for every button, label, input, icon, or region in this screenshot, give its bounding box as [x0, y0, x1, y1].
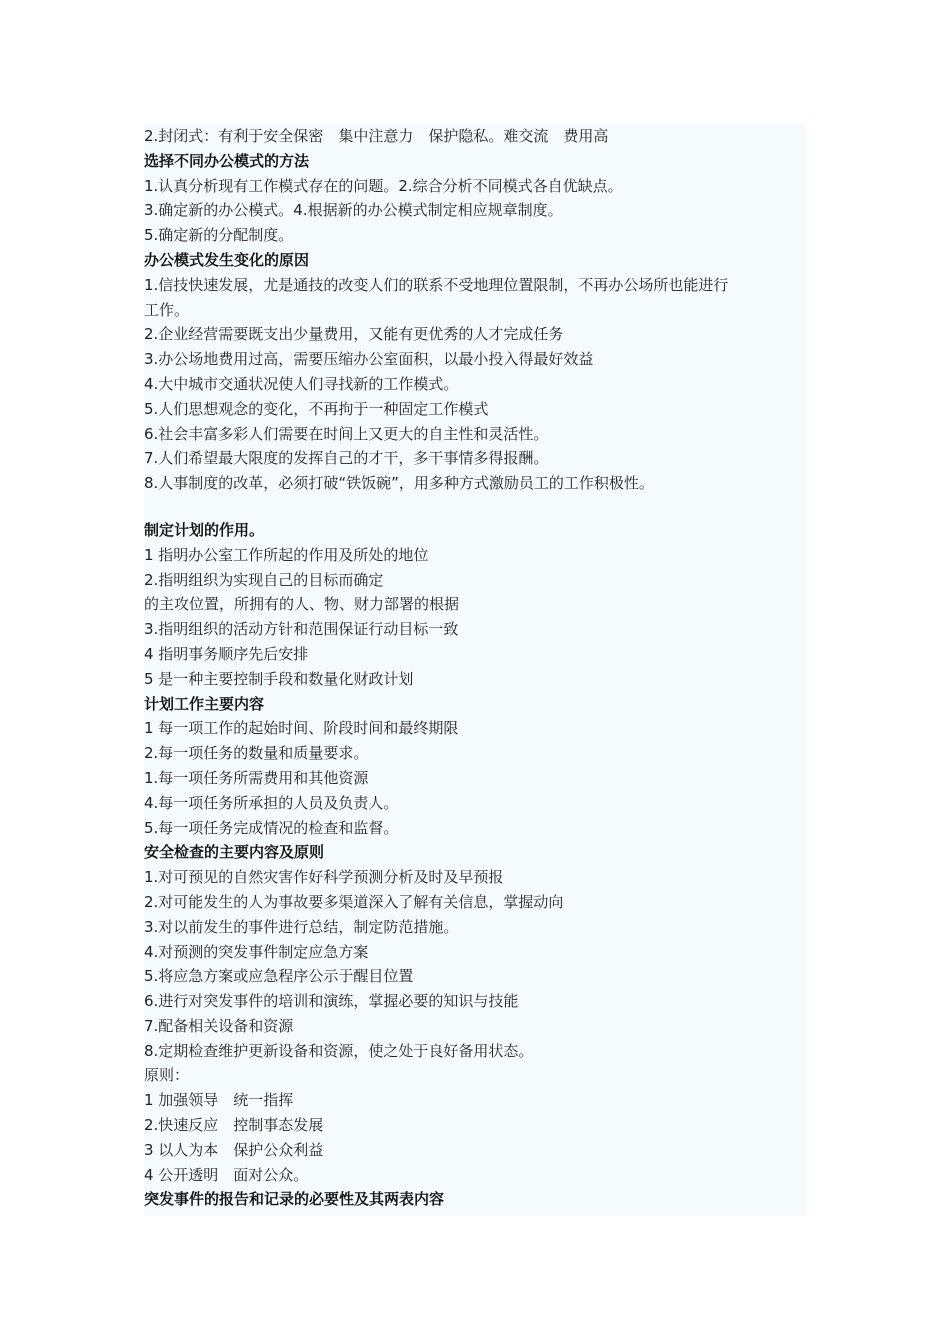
- text-line: 4.每一项任务所承担的人员及负责人。: [144, 793, 399, 812]
- text-line: 1.认真分析现有工作模式存在的问题。2.综合分析不同模式各自优缺点。: [144, 176, 623, 195]
- text-line: 6.进行对突发事件的培训和演练，掌握必要的知识与技能: [144, 992, 519, 1011]
- text-line: 1.对可预见的自然灾害作好科学预测分析及时及早预报: [144, 868, 504, 887]
- section-heading: 安全检查的主要内容及原则: [144, 843, 325, 862]
- text-line: 2.指明组织为实现自己的目标而确定: [144, 570, 384, 589]
- text-line: 2.企业经营需要既支出少量费用，又能有更优秀的人才完成任务: [144, 325, 564, 344]
- text-line: 5 是一种主要控制手段和数量化财政计划: [144, 669, 414, 688]
- text-line: 2.封闭式：有利于安全保密 集中注意力 保护隐私。难交流 费用高: [144, 127, 609, 145]
- text-line: 8.定期检查维护更新设备和资源，使之处于良好备用状态。: [144, 1041, 534, 1060]
- text-line: 4 指明事务顺序先后安排: [144, 644, 309, 663]
- blank-line: [144, 496, 806, 518]
- text-line: 4 公开透明 面对公众。: [144, 1165, 309, 1184]
- document-content: [144, 124, 806, 1216]
- text-line: 3.办公场地费用过高，需要压缩办公室面积，以最小投入得最好效益: [144, 350, 594, 369]
- text-line: 2.每一项任务的数量和质量要求。: [144, 744, 369, 763]
- text-line: 5.将应急方案或应急程序公示于醒目位置: [144, 967, 414, 986]
- text-line: 原则：: [144, 1066, 190, 1085]
- text-line: 2.快速反应 控制事态发展: [144, 1116, 324, 1135]
- section-heading: 突发事件的报告和记录的必要性及其两表内容: [144, 1190, 445, 1209]
- text-line: 5.人们思想观念的变化，不再拘于一种固定工作模式: [144, 399, 489, 418]
- text-line: 3.指明组织的活动方针和范围保证行动目标一致: [144, 620, 459, 639]
- text-line: 5.每一项任务完成情况的检查和监督。: [144, 818, 399, 837]
- text-line: 7.人们希望最大限度的发挥自己的才干，多干事情多得报酬。: [144, 449, 549, 468]
- text-line: 3.对以前发生的事件进行总结，制定防范措施。: [144, 917, 459, 936]
- section-heading: 办公模式发生变化的原因: [144, 250, 310, 269]
- text-line: 1 加强领导 统一指挥: [144, 1091, 294, 1110]
- text-line: 工作。: [144, 300, 190, 319]
- section-heading: 选择不同办公模式的方法: [144, 151, 310, 170]
- text-line: 4.大中城市交通状况使人们寻找新的工作模式。: [144, 374, 459, 393]
- text-line: 3.确定新的办公模式。4.根据新的办公模式制定相应规章制度。: [144, 201, 563, 220]
- section-heading: 计划工作主要内容: [144, 694, 265, 713]
- section-heading: 制定计划的作用。: [144, 520, 265, 539]
- text-line: 1.每一项任务所需费用和其他资源: [144, 768, 369, 787]
- text-line: 1 指明办公室工作所起的作用及所处的地位: [144, 545, 429, 564]
- text-line: 5.确定新的分配制度。: [144, 226, 294, 245]
- text-line: 1.信技快速发展，尤是通技的改变人们的联系不受地理位置限制，不再办公场所也能进行: [144, 275, 729, 294]
- text-line: 4.对预测的突发事件制定应急方案: [144, 942, 369, 961]
- text-line: 3 以人为本 保护公众利益: [144, 1140, 324, 1159]
- text-line: 8.人事制度的改革，必须打破“铁饭碗”，用多种方式激励员工的工作积极性。: [144, 474, 654, 493]
- text-line: 的主攻位置，所拥有的人、物、财力部署的根据: [144, 595, 460, 614]
- text-line: 7.配备相关设备和资源: [144, 1016, 294, 1035]
- text-line: 1 每一项工作的起始时间、阶段时间和最终期限: [144, 719, 459, 738]
- text-line: 6.社会丰富多彩人们需要在时间上又更大的自主性和灵活性。: [144, 424, 549, 443]
- text-line: 2.对可能发生的人为事故要多渠道深入了解有关信息，掌握动向: [144, 892, 564, 911]
